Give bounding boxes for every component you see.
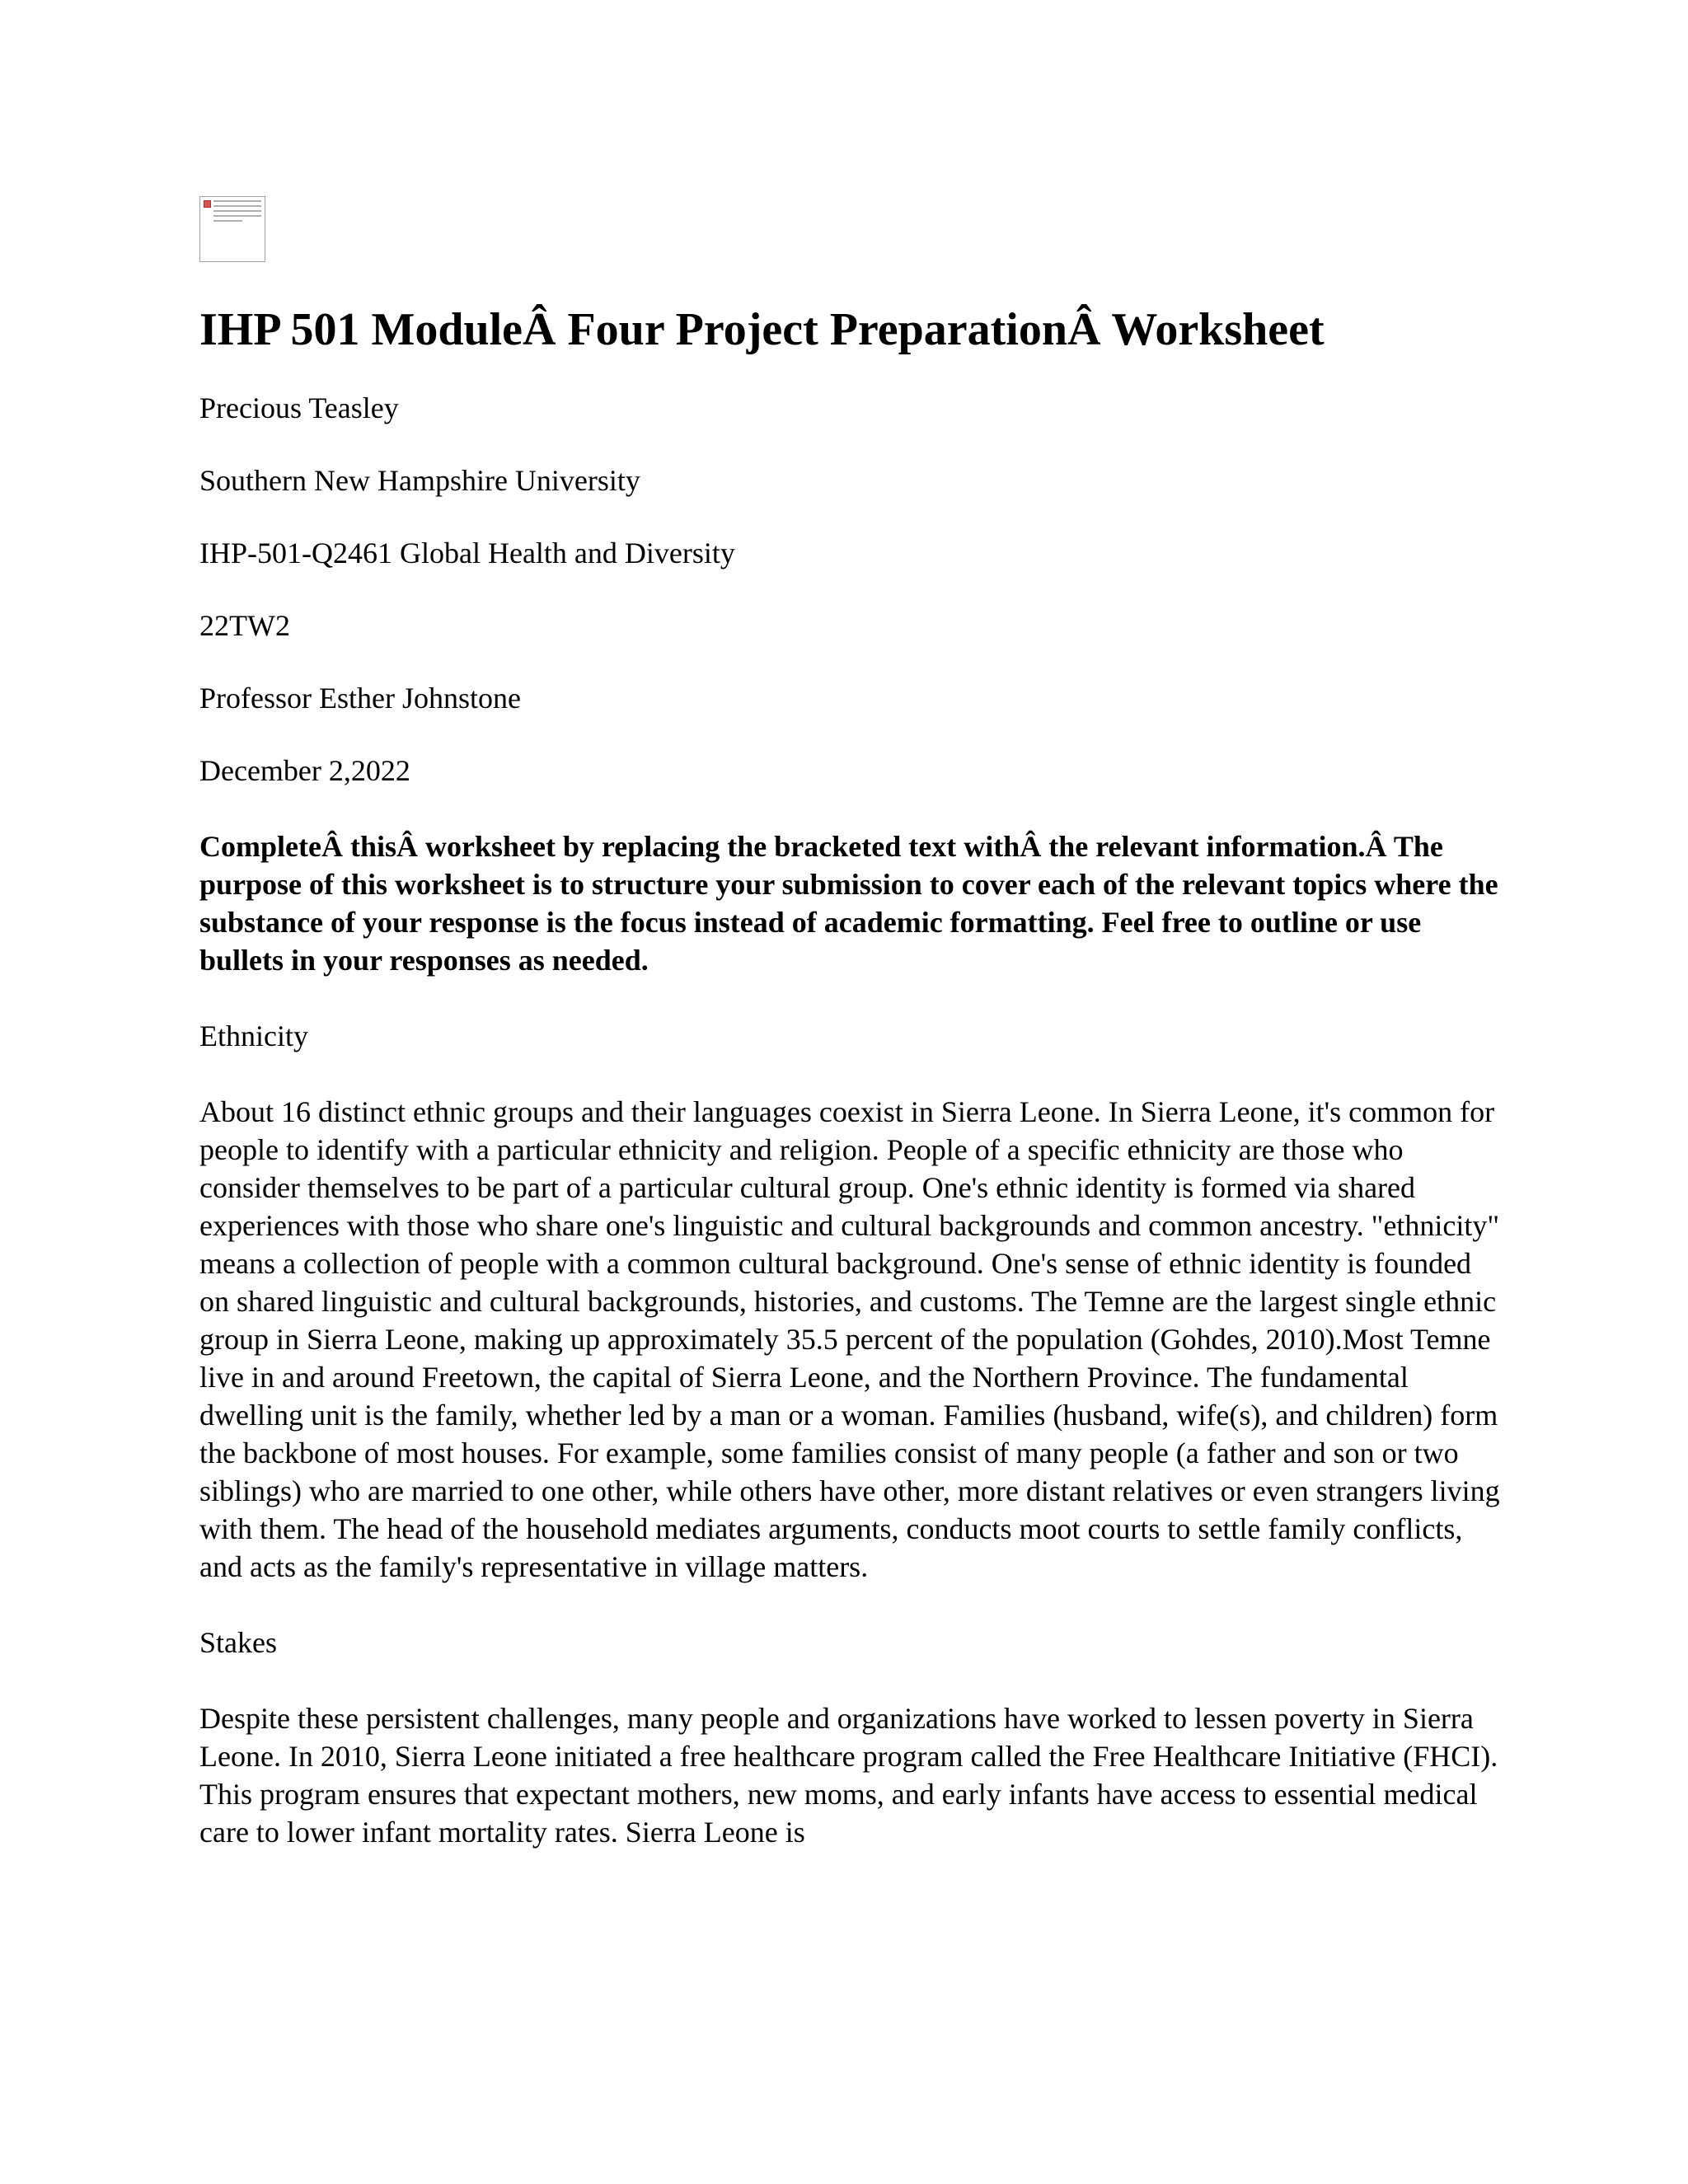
worksheet-instructions: CompleteÂ thisÂ worksheet by replacing the bracketed text withÂ the relevant information.Â The purpose of this worksheet is to structure your submission to cover each of the relevant topics where the substance of your response is the focus instead of academic formatting. Feel free to outline or use bullets in your responses as needed. (199, 830, 1498, 977)
alt-text-lines (213, 200, 261, 225)
section-heading-ethnicity: Ethnicity (199, 1019, 308, 1052)
section-body-ethnicity: About 16 distinct ethnic groups and their languages coexist in Sierra Leone. In Sierra Leone, it's common for people to identify with a particular ethnicity and religion. People of a specific ethnicity are those who consider themselves to be part of a particular cultural group. One's ethnic identity is formed via shared experiences with those who share one's linguistic and cultural backgrounds and common ancestry. "ethnicity" means a collection of people with a common cultural background. One's sense of ethnic identity is founded on shared linguistic and cultural backgrounds, histories, and customs. The Temne are the largest single ethnic group in Sierra Leone, making up approximately 35.5 percent of the population (Gohdes, 2010).Most Temne live in and around Freetown, the capital of Sierra Leone, and the Northern Province. The fundamental dwelling unit is the family, whether led by a man or a woman. Families (husband, wife(s), and children) form the backbone of most houses. For example, some families consist of many people (a father and son or two siblings) who are married to one other, while others have other, more distant relatives or even strangers living with them. The head of the household mediates arguments, conducts moot courts to settle family conflicts, and acts as the family's representative in village matters. (199, 1095, 1500, 1583)
course-name: IHP-501-Q2461 Global Health and Diversity (199, 537, 735, 569)
document-content (199, 196, 1502, 1881)
document-date: December 2,2022 (199, 754, 410, 787)
document-title: IHP 501 ModuleÂ Four Project PreparationÂ Worksheet (199, 304, 1325, 355)
author-name: Precious Teasley (199, 391, 399, 424)
term-code: 22TW2 (199, 609, 290, 642)
image-error-icon (204, 200, 211, 208)
section-heading-stakes: Stakes (199, 1626, 277, 1659)
section-body-stakes: Despite these persistent challenges, many people and organizations have worked to lessen poverty in Sierra Leone. In 2010, Sierra Leone initiated a free healthcare program called the Free Healthcare Initiative (FHCI). This program ensures that expectant mothers, new moms, and early infants have access to essential medical care to lower infant mortality rates. Sierra Leone is (199, 1702, 1498, 1849)
broken-image-icon (199, 196, 265, 262)
institution-name: Southern New Hampshire University (199, 464, 640, 497)
professor-name: Professor Esther Johnstone (199, 682, 521, 715)
